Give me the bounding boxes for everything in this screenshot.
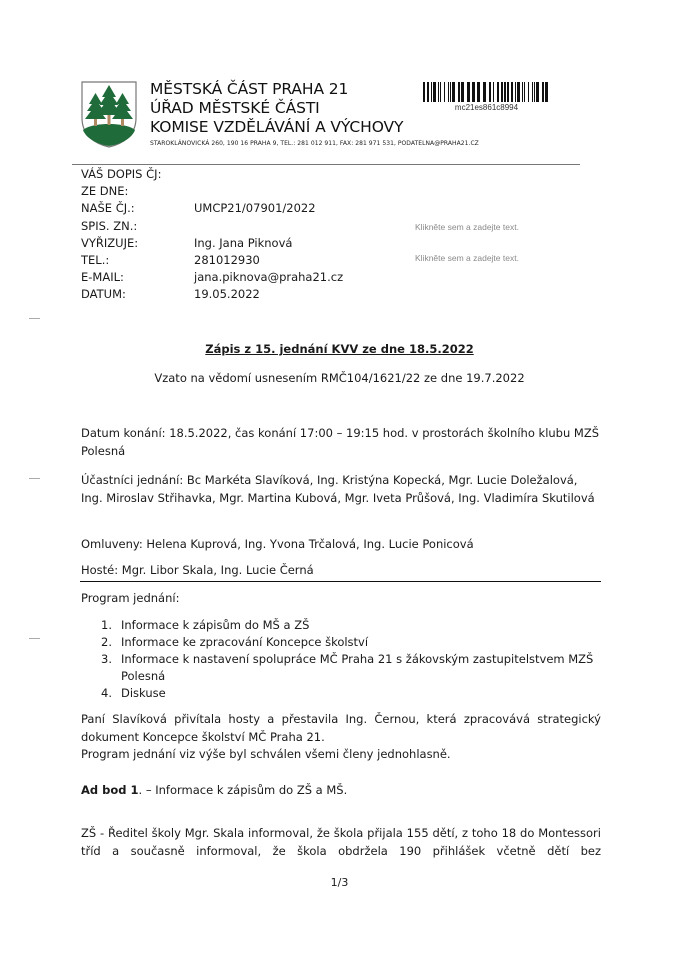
approval-paragraph: Program jednání viz výše byl schválen všemi členy jednohlasně. [81, 747, 451, 761]
coat-of-arms-logo [80, 80, 138, 148]
barcode [423, 82, 550, 102]
program-item-number: 4. [101, 686, 112, 700]
barcode-bar [483, 82, 486, 102]
form-field-placeholder[interactable]: Klikněte sem a zadejte text. [415, 253, 519, 263]
barcode-bar [438, 82, 439, 102]
meta-value: 281012930 [194, 253, 260, 268]
barcode-bar [433, 82, 436, 102]
meta-label: ZE DNE: [81, 184, 129, 199]
barcode-bar [501, 82, 503, 102]
barcode-bar [489, 82, 491, 102]
meta-row-datum [81, 286, 343, 303]
barcode-bar [450, 82, 451, 102]
barcode-bar [467, 82, 470, 102]
program-item-text: Informace k nastavení spolupráce MČ Praha 21 s žákovským zastupitelstvem MZŠ Polesná [121, 652, 594, 683]
meta-row-tel [81, 252, 343, 269]
barcode-bar [444, 82, 445, 102]
org-line: ÚŘAD MĚSTSKÉ ČÁSTI [150, 99, 320, 117]
program-item-number: 2. [101, 635, 112, 649]
barcode-bar [493, 82, 494, 102]
program-item [101, 617, 601, 634]
barcode-bar [534, 82, 535, 102]
coat-of-arms-trees-icon [80, 80, 138, 148]
org-line: KOMISE VZDĚLÁVÁNÍ A VÝCHOVY [150, 118, 404, 136]
meta-row-nase-cj [81, 200, 343, 217]
meta-label: VYŘIZUJE: [81, 235, 139, 250]
document-subtitle: Vzato na vědomí usnesením RMČ104/1621/22 ze dne 19.7.2022 [154, 371, 525, 385]
meta-label: SPIS. ZN.: [81, 218, 138, 233]
barcode-bar [440, 82, 441, 102]
ad-bod-1-label: Ad bod 1 [81, 783, 139, 797]
barcode-bar [458, 82, 460, 102]
meta-value: UMCP21/07901/2022 [194, 201, 316, 216]
meta-label: NAŠE ČJ.: [81, 201, 135, 216]
barcode-bar [452, 82, 455, 102]
meta-value: jana.piknova@praha21.cz [194, 270, 344, 285]
barcode-bar [448, 82, 449, 102]
program-item-text: Informace k zápisům do MŠ a ZŠ [121, 618, 310, 632]
barcode-bar [431, 82, 432, 102]
barcode-text: mc21es861c8994 [454, 103, 519, 112]
meta-value: 19.05.2022 [194, 287, 260, 302]
reference-metadata [81, 166, 343, 304]
barcode-bar [427, 82, 429, 102]
meta-row-spis-zn [81, 218, 343, 235]
form-field-placeholder[interactable]: Klikněte sem a zadejte text. [415, 222, 519, 232]
program-item-text: Diskuse [121, 686, 166, 700]
barcode-bar [545, 82, 548, 102]
org-line: MĚSTSKÁ ČÁST PRAHA 21 [150, 80, 349, 98]
barcode-bar [532, 82, 533, 102]
margin-mark [29, 478, 40, 479]
meta-row-email [81, 269, 343, 286]
document-title: Zápis z 15. jednání KVV ze dne 18.5.2022 [205, 342, 474, 356]
program-item-number: 3. [101, 652, 112, 666]
barcode-bar [477, 82, 480, 102]
barcode-bar [517, 82, 520, 102]
barcode-bar [524, 82, 525, 102]
excused-paragraph: Omluveny: Helena Kuprová, Ing. Yvona Trčalová, Ing. Lucie Ponicová [81, 537, 474, 551]
meta-label: E-MAIL: [81, 270, 124, 285]
zs-paragraph: ZŠ - Ředitel školy Mgr. Skala informoval, že škola přijala 155 dětí, z toho 18 do Montessori tříd a současně informoval, že škola obdržela 190 přihlášek včetně dětí bez [81, 826, 601, 858]
address-line: STAROKLÁNOVICKÁ 260, 190 16 PRAHA 9, TEL.: 281 012 911, FAX: 281 971 531, PODATELNA@PRAHA21.CZ [150, 140, 479, 147]
section-divider [80, 581, 601, 582]
meta-row-ze-dne [81, 183, 343, 200]
meta-label: TEL.: [81, 253, 110, 268]
barcode-bar [536, 82, 539, 102]
program-item-number: 1. [101, 618, 112, 632]
meta-row-vas-dopis [81, 166, 343, 183]
ad-bod-1-topic: . – Informace k zápisům do ZŠ a MŠ. [138, 783, 348, 797]
program-item [101, 634, 601, 651]
meta-label: DATUM: [81, 287, 126, 302]
barcode-bar [497, 82, 499, 102]
program-item [101, 651, 601, 685]
organization-name [150, 80, 403, 137]
barcode-bar [542, 82, 544, 102]
page-number: 1/3 [330, 876, 349, 889]
guests-paragraph: Hosté: Mgr. Libor Skala, Ing. Lucie Černá [81, 563, 314, 577]
barcode-bar [472, 82, 475, 102]
participants-paragraph: Účastníci jednání: Bc Markéta Slavíková, Ing. Kristýna Kopecká, Mgr. Lucie Doležalová, Ing. Miroslav Střihavka, Mgr. Martina Kubová, Mgr. Iveta Průšová, Ing. Vladimíra Skutilová [81, 473, 595, 505]
barcode-bar [507, 82, 509, 102]
program-heading: Program jednání: [81, 591, 180, 605]
intro-paragraph: Paní Slavíková přivítala hosty a přestavila Ing. Černou, která zpracovává strategický dokument Koncepce školství MČ Praha 21. [81, 712, 601, 744]
barcode-bar [515, 82, 516, 102]
margin-mark [29, 318, 40, 319]
ad-bod-1-heading [81, 782, 601, 800]
barcode-bar [461, 82, 464, 102]
barcode-bar [528, 82, 529, 102]
barcode-bar [511, 82, 513, 102]
barcode-bar [504, 82, 506, 102]
barcode-bar [522, 82, 523, 102]
meta-label: VÁŠ DOPIS ČJ: [81, 167, 162, 181]
margin-mark [29, 638, 40, 639]
program-item [101, 685, 601, 702]
meta-value: Ing. Jana Piknová [194, 235, 293, 250]
header-divider [72, 164, 580, 165]
program-item-text: Informace ke zpracování Koncepce školství [121, 635, 369, 649]
barcode-bar [423, 82, 425, 102]
meta-row-vyrizuje [81, 235, 343, 252]
program-list [101, 617, 601, 702]
meeting-date-paragraph: Datum konání: 18.5.2022, čas konání 17:00 – 19:15 hod. v prostorách školního klubu MZŠ Polesná [81, 426, 600, 458]
